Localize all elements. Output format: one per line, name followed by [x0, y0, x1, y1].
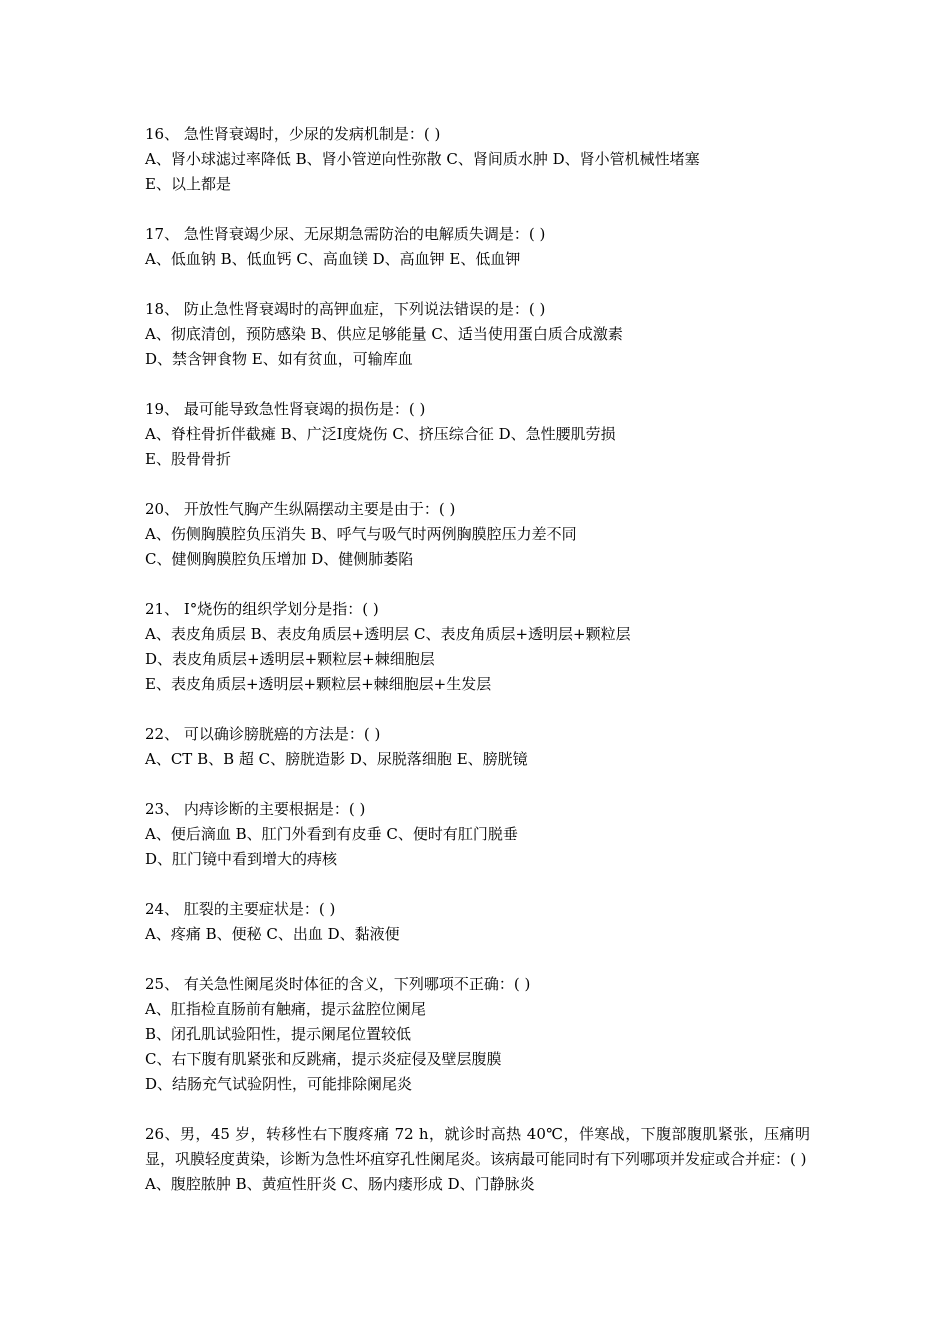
question-options: A、腹腔脓肿 B、黄疸性肝炎 C、肠内瘘形成 D、门静脉炎: [145, 1175, 535, 1193]
question-options: B、闭孔肌试验阳性，提示阑尾位置较低: [145, 1025, 412, 1043]
question-options: D、禁含钾食物 E、如有贫血，可输库血: [145, 350, 413, 368]
question-stem: 26、男，45 岁，转移性右下腹疼痛 72 h，就诊时高热 40℃，伴寒战，下腹部腹肌紧张，压痛明显，巩膜轻度黄染，诊断为急性坏疽穿孔性阑尾炎。该病最可能同时有下列哪项并发症或合并症：( ): [145, 1125, 810, 1168]
question-options: A、疼痛 B、便秘 C、出血 D、黏液便: [145, 925, 400, 943]
question-options: D、肛门镜中看到增大的痔核: [145, 850, 338, 868]
question-16: [145, 122, 810, 197]
question-options: E、以上都是: [145, 175, 231, 193]
question-options: A、CT B、B 超 C、膀胱造影 D、尿脱落细胞 E、膀胱镜: [145, 750, 528, 768]
question-stem: 21、 Ⅰ°烧伤的组织学划分是指：( ): [145, 600, 379, 618]
document-page: [145, 122, 810, 1222]
question-options: A、表皮角质层 B、表皮角质层+透明层 C、表皮角质层+透明层+颗粒层: [145, 625, 631, 643]
question-stem: 17、 急性肾衰竭少尿、无尿期急需防治的电解质失调是：( ): [145, 225, 546, 243]
question-options: A、伤侧胸膜腔负压消失 B、呼气与吸气时两例胸膜腔压力差不同: [145, 525, 577, 543]
question-options: E、股骨骨折: [145, 450, 231, 468]
question-20: [145, 497, 810, 572]
question-options: A、彻底清创，预防感染 B、供应足够能量 C、适当使用蛋白质合成激素: [145, 325, 623, 343]
question-25: [145, 972, 810, 1097]
question-options: D、表皮角质层+透明层+颗粒层+棘细胞层: [145, 650, 435, 668]
question-options: D、结肠充气试验阴性，可能排除阑尾炎: [145, 1075, 413, 1093]
question-stem: 24、 肛裂的主要症状是：( ): [145, 900, 336, 918]
question-21: [145, 597, 810, 697]
question-19: [145, 397, 810, 472]
question-stem: 25、 有关急性阑尾炎时体征的含义，下列哪项不正确：( ): [145, 975, 531, 993]
question-options: C、右下腹有肌紧张和反跳痛，提示炎症侵及壁层腹膜: [145, 1050, 502, 1068]
question-options: A、便后滴血 B、肛门外看到有皮垂 C、便时有肛门脱垂: [145, 825, 518, 843]
question-stem: 20、 开放性气胸产生纵隔摆动主要是由于：( ): [145, 500, 456, 518]
question-stem: 18、 防止急性肾衰竭时的高钾血症，下列说法错误的是：( ): [145, 300, 546, 318]
question-options: A、脊柱骨折伴截瘫 B、广泛Ⅰ度烧伤 C、挤压综合征 D、急性腰肌劳损: [145, 425, 616, 443]
question-26: [145, 1122, 810, 1197]
question-stem: 22、 可以确诊膀胱癌的方法是：( ): [145, 725, 381, 743]
question-options: C、健侧胸膜腔负压增加 D、健侧肺萎陷: [145, 550, 414, 568]
question-22: [145, 722, 810, 772]
question-stem: 23、 内痔诊断的主要根据是：( ): [145, 800, 366, 818]
question-stem: 19、 最可能导致急性肾衰竭的损伤是：( ): [145, 400, 426, 418]
question-24: [145, 897, 810, 947]
question-17: [145, 222, 810, 272]
question-23: [145, 797, 810, 872]
question-18: [145, 297, 810, 372]
question-options: A、低血钠 B、低血钙 C、高血镁 D、高血钾 E、低血钾: [145, 250, 521, 268]
question-options: A、肛指检直肠前有触痛，提示盆腔位阑尾: [145, 1000, 426, 1018]
question-options: A、肾小球滤过率降低 B、肾小管逆向性弥散 C、肾间质水肿 D、肾小管机械性堵塞: [145, 150, 700, 168]
question-options: E、表皮角质层+透明层+颗粒层+棘细胞层+生发层: [145, 675, 492, 693]
question-stem: 16、 急性肾衰竭时，少尿的发病机制是：( ): [145, 125, 441, 143]
